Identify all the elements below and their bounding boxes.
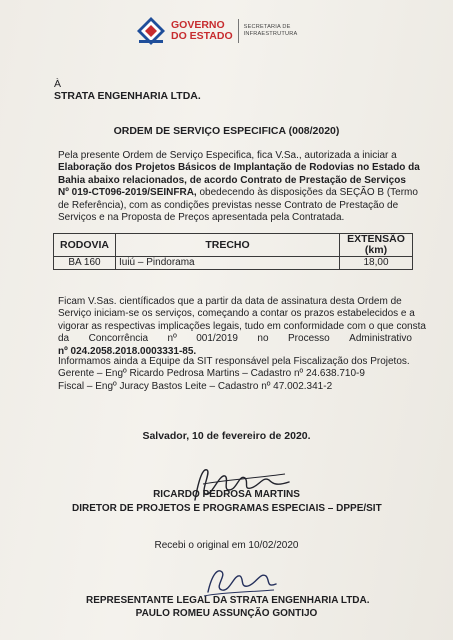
p2-line-justified xyxy=(58,333,412,345)
cell-extensao: 18,00 xyxy=(340,257,413,270)
manager-line: Gerente – Engº Ricardo Pedrosa Martins – Cadastro nº 24.638.710-9 xyxy=(58,368,365,380)
receipt-note: Recebi o original em 10/02/2020 xyxy=(154,540,299,551)
p2-line: vigorar as respectivas implicações legais, tudo em conformidade com o que consta xyxy=(58,320,426,332)
document-title: ORDEM DE SERVIÇO ESPECIFICA (008/2020) xyxy=(113,125,340,137)
inspector-line: Fiscal – Engº Juracy Bastos Leite – Cadastro nº 47.002.341-2 xyxy=(58,380,333,392)
p1-line: Bahia abaixo relacionados, de acordo Contrato de Prestação de Serviços xyxy=(58,174,406,186)
director-name: RICARDO PEDROSA MARTINS xyxy=(153,489,300,500)
contract-number: Nº 019-CT096-2019/SEINFRA, xyxy=(58,187,197,199)
authorization-paragraph xyxy=(58,150,420,224)
p1-line: Pela presente Ordem de Serviço Especifica, fica V.Sa., autorizada a iniciar a xyxy=(58,150,397,161)
col-header-trecho: TRECHO xyxy=(116,234,340,257)
p1-line: Serviços e na Proposta de Preços apresentada pela Contratada. xyxy=(58,212,345,224)
word: nº xyxy=(167,333,177,345)
bahia-logo-icon xyxy=(136,16,166,46)
brand-name xyxy=(171,20,233,42)
word: Processo xyxy=(288,333,330,345)
letterhead xyxy=(136,14,306,48)
p1-line: de Referência), com as condições previstas nesse Contrato de Prestação de xyxy=(58,199,399,211)
cell-trecho: Iuiú – Pindorama xyxy=(116,257,340,270)
header-divider xyxy=(238,19,239,43)
document-date: Salvador, 10 de fevereiro de 2020. xyxy=(142,430,311,442)
word: da xyxy=(58,333,70,345)
p1-line: Elaboração dos Projetos Básicos de Implantação de Rodovias no Estado da xyxy=(58,162,420,174)
p1-line: obedecendo às disposições da SEÇÃO B (Termo xyxy=(196,187,418,199)
director-role: DIRETOR DE PROJETOS E PROGRAMAS ESPECIAIS – DPPE/SIT xyxy=(72,503,382,514)
cell-rodovia: BA 160 xyxy=(54,257,116,270)
addressee-name: STRATA ENGENHARIA LTDA. xyxy=(54,90,201,102)
team-paragraph xyxy=(58,356,412,393)
word: Administrativo xyxy=(349,333,412,345)
p3-line: Informamos ainda a Equipe da SIT responsável pela Fiscalização dos Projetos. xyxy=(58,356,410,367)
addressee-prefix: À xyxy=(54,78,62,90)
p2-line: Ficam V.Sas. científicados que a partir da data de assinatura desta Ordem de xyxy=(58,296,402,307)
notification-paragraph xyxy=(58,296,426,358)
dept-line-2: INFRAESTRUTURA xyxy=(243,31,298,37)
word: Concorrência xyxy=(88,333,149,345)
col-header-extensao: EXTENSÃO (km) xyxy=(340,234,413,257)
department-name xyxy=(244,24,298,38)
process-number: nº 024.2058.2018.0003331-85. xyxy=(58,345,197,357)
representative-name: PAULO ROMEU ASSUNÇÃO GONTIJO xyxy=(135,608,318,619)
p2-line: Serviço iniciam-se os serviços, começando a contar os prazos estabelecidos e a xyxy=(58,308,415,320)
brand-line-1: GOVERNO xyxy=(171,19,225,31)
table-row xyxy=(54,257,413,270)
word: 001/2019 xyxy=(196,333,238,345)
dept-line-1: SECRETARIA DE xyxy=(243,24,291,30)
brand-line-2: DO ESTADO xyxy=(171,30,233,42)
road-section-table xyxy=(53,233,413,270)
word: no xyxy=(257,333,269,345)
col-header-rodovia: RODOVIA xyxy=(54,234,116,257)
representative-role: REPRESENTANTE LEGAL DA STRATA ENGENHARIA LTDA. xyxy=(86,595,370,606)
